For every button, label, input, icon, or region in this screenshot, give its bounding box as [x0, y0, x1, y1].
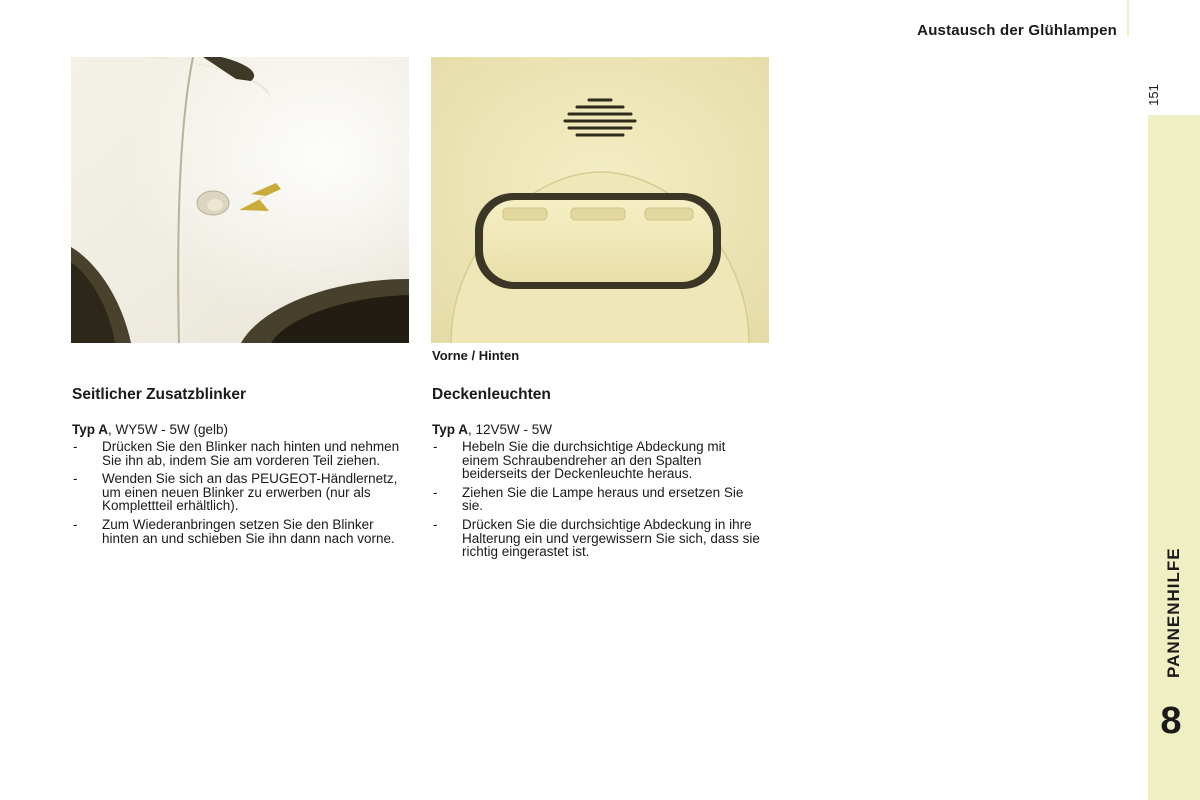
list-item: - Zum Wiederanbringen setzen Sie den Blinker hinten an und schieben Sie ihn dann nach vorne.: [73, 516, 395, 546]
chapter-tab-label: PANNENHILFE: [1164, 547, 1183, 678]
header-rule: [1127, 0, 1129, 36]
chapter-side-tab: [1148, 115, 1200, 800]
lamp-type-line: [72, 422, 402, 437]
list-item: - Hebeln Sie die durchsichtige Abdeckung mit einem Schraubendreher an den Spalten beiderseits der Deckenleuchte heraus.: [433, 439, 726, 482]
section-heading: Deckenleuchten: [432, 386, 551, 403]
ceiling-light-section: [432, 386, 762, 564]
lamp-type-label: Typ A: [432, 422, 468, 437]
page-number: 151: [1146, 84, 1161, 106]
lamp-button-center: [571, 208, 625, 220]
ceiling-light-photo: [431, 57, 769, 343]
list-item: - Drücken Sie die durchsichtige Abdeckung in ihre Halterung ein und vergewissern Sie sich, dass sie richtig eingerastet ist.: [433, 516, 760, 560]
figure-caption: Vorne / Hinten: [432, 348, 520, 363]
side-indicator-section: [72, 386, 402, 550]
section-heading: Seitlicher Zusatzblinker: [72, 386, 246, 403]
instruction-list: [72, 440, 402, 545]
lamp-button-right: [645, 208, 693, 220]
chapter-number: 8: [1160, 700, 1182, 742]
list-item: - Wenden Sie sich an das PEUGEOT-Händlernetz, um einen neuen Blinker zu erwerben (nur als Komplettteil erhältlich).: [73, 471, 398, 514]
side-indicator-photo: [71, 57, 409, 343]
list-item: - Drücken Sie den Blinker nach hinten und nehmen Sie ihn ab, indem Sie am vorderen Teil ziehen.: [73, 439, 400, 468]
lamp-type-spec: , 12V5W - 5W: [468, 422, 553, 437]
section-header-title: Austausch der Glühlampen: [917, 22, 1117, 39]
lamp-type-spec: , WY5W - 5W (gelb): [108, 422, 229, 437]
lamp-button-left: [503, 208, 547, 220]
instruction-list: [432, 440, 762, 559]
lamp-type-line: [432, 422, 762, 437]
list-item: - Ziehen Sie die Lampe heraus und ersetzen Sie sie.: [433, 484, 744, 514]
lamp-type-label: Typ A: [72, 422, 108, 437]
